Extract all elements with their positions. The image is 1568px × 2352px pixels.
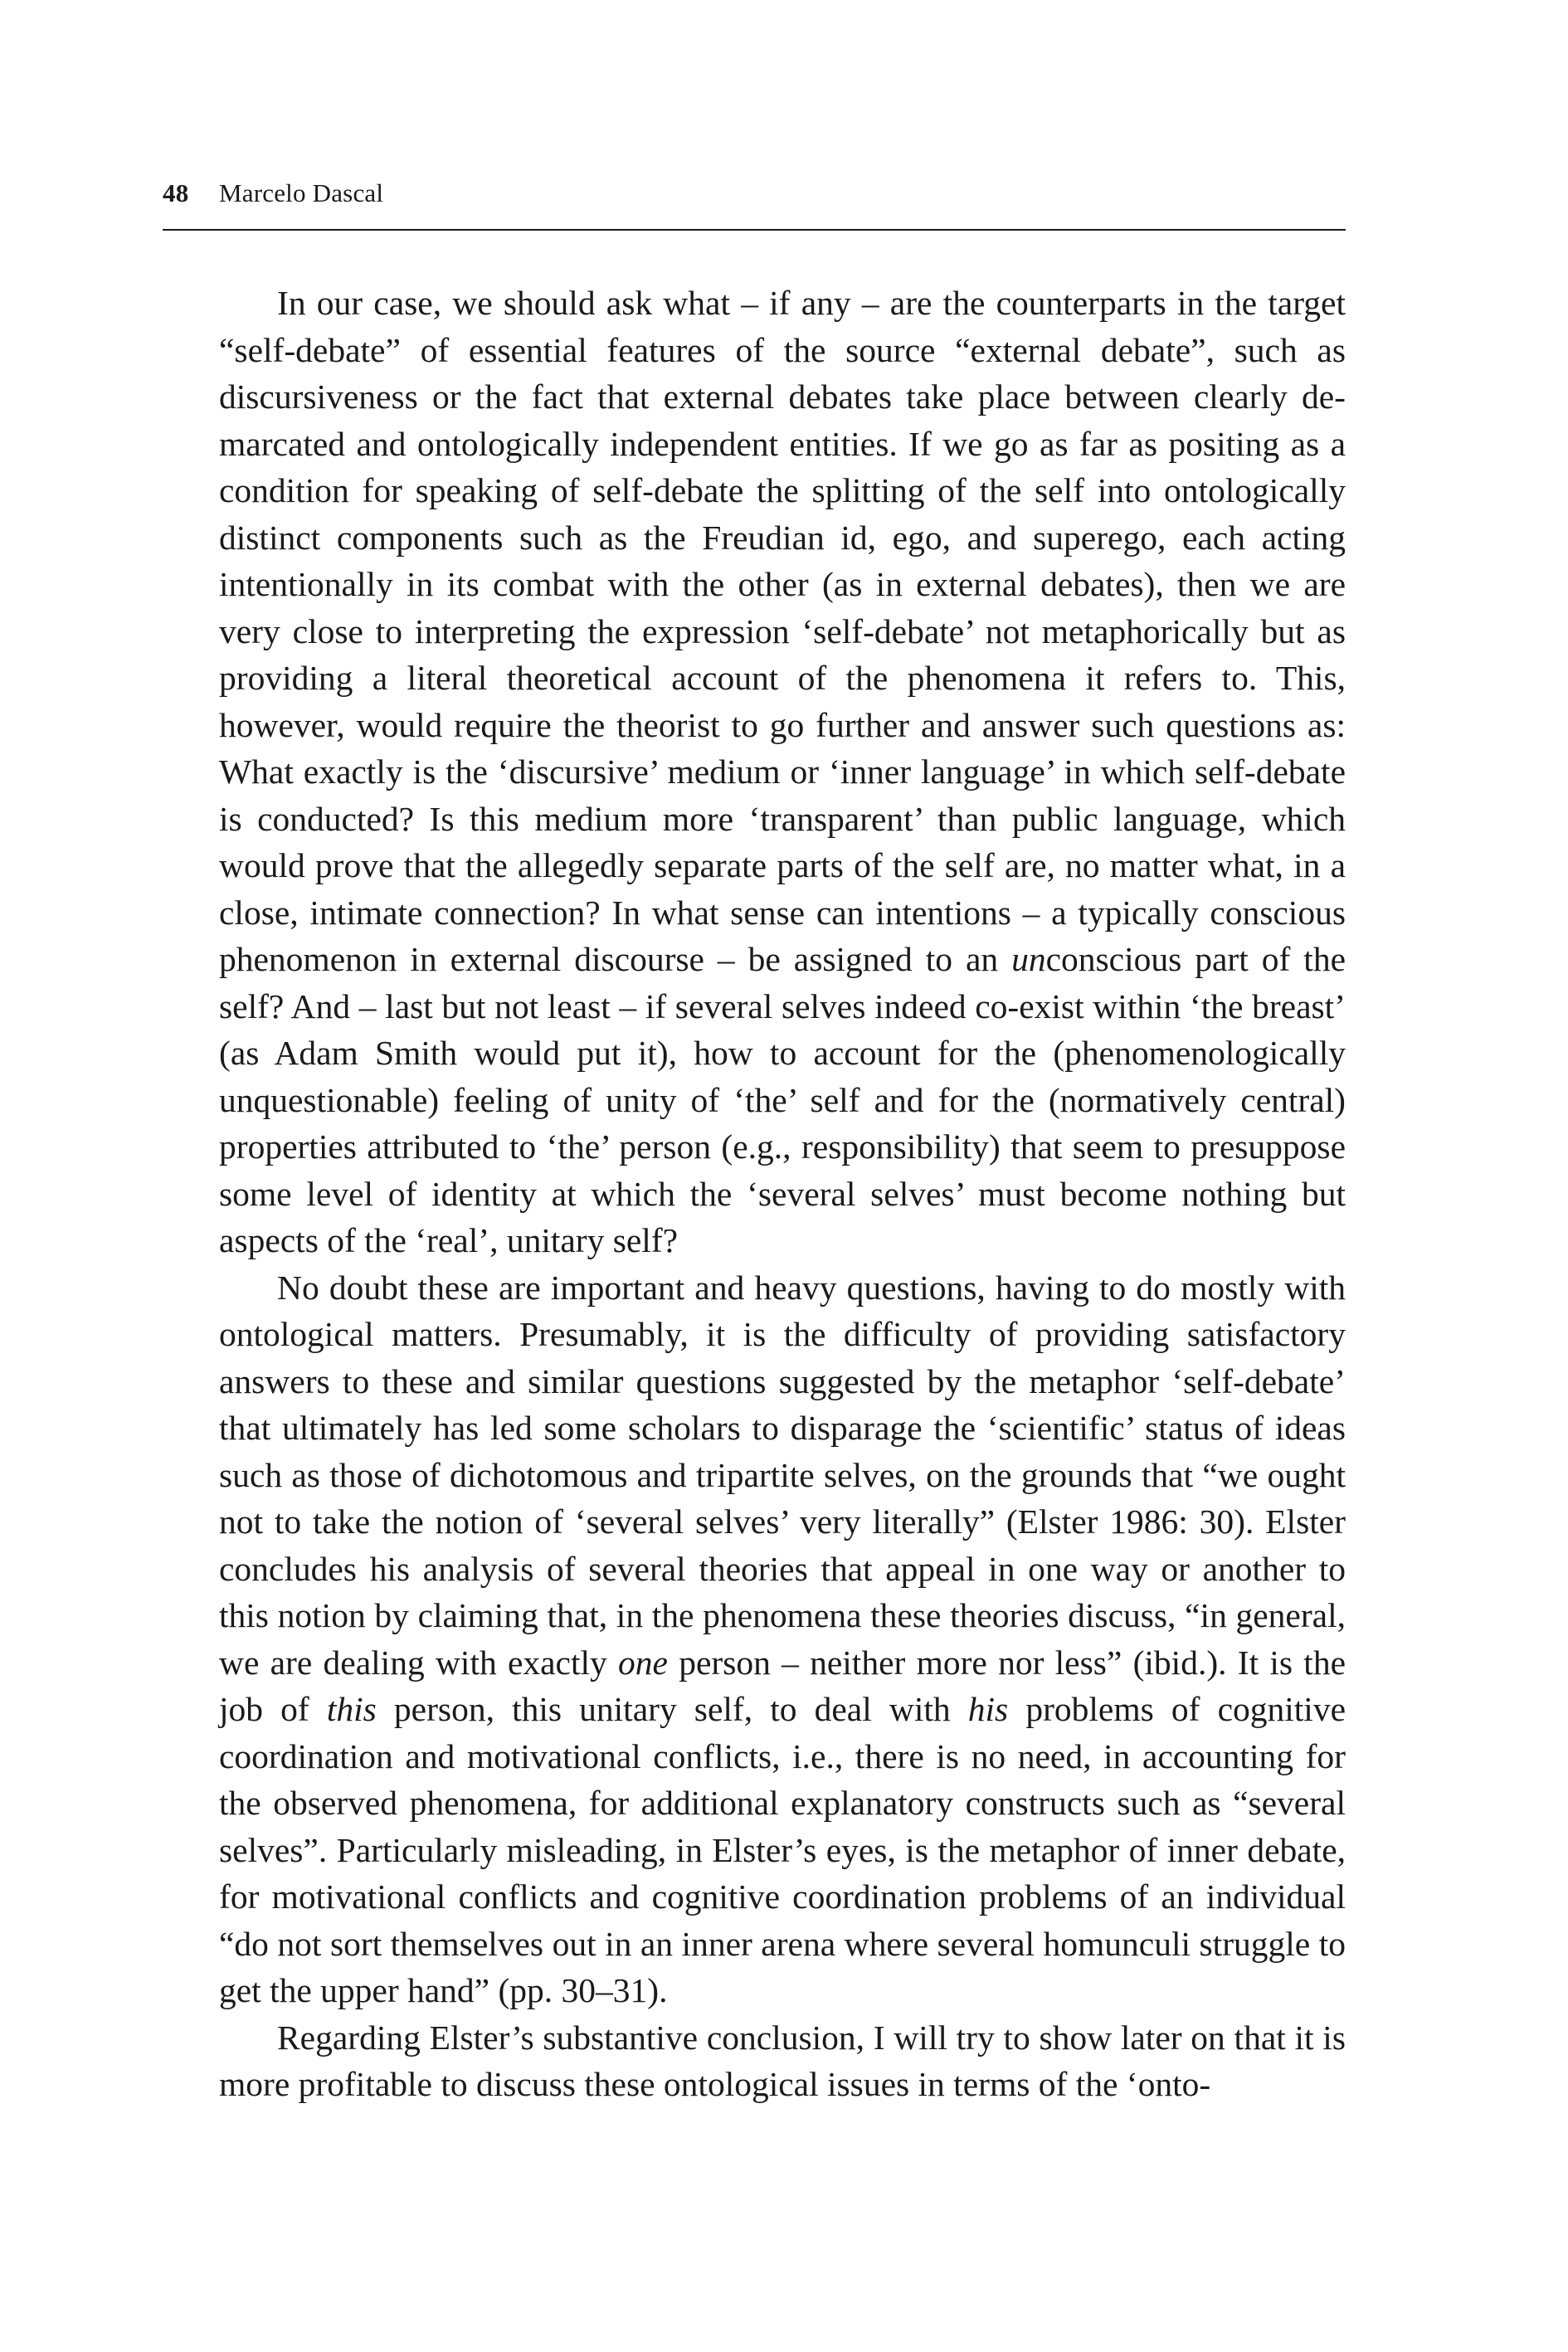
text-segment: Regarding Elster’s substantive conclusion, I will try to show later on that it is more profitable to discuss these ontological issues in terms of the ‘onto-: [219, 2018, 1346, 2103]
text-segment: person, this unitary self, to deal with: [376, 1690, 968, 1728]
text-segment: conscious part of the self? And – last but not least – if several selves indeed co-exist within ‘the breast’ (as Adam Smith would put it), how to account for the (phenomenologically unquestionable) feeling of unity of ‘the’ self and for the (normatively central) properties attributed to ‘the’ person (e.g., responsibility) that seem to presuppose some level of identity at which the ‘several selves’ must become nothing but aspects of the ‘real’, unitary self?: [219, 940, 1346, 1259]
body-text: [219, 280, 1346, 2108]
running-head-author: Marcelo Dascal: [219, 178, 384, 207]
header-rule: [163, 229, 1346, 231]
text-segment: No doubt these are important and heavy questions, having to do mostly with ontological matters. Presumably, it is the difficulty of providing satisfactory answers to these and similar questions suggested by the metaphor ‘self-debate’ that ultimately has led some scholars to disparage the ‘scientific’ status of ideas such as those of dichotomous and tripartite selves, on the grounds that “we ought not to take the notion of ‘several selves’ very literally” (Elster 1986: 30). Elster concludes his analysis of several theories that appeal in one way or another to this notion by claiming that, in the phenomena these theories discuss, “in general, we are dealing with exactly: [219, 1268, 1346, 1682]
paragraph-elster-several-selves: [219, 1264, 1346, 2014]
text-segment: In our case, we should ask what – if any – are the counterparts in the target “self-debate” of essential features of the source “external debate”, such as discursiveness or the fact that external debates take place between clearly demarcated and ontologically independent entities. If we go as far as positing as a condition for speaking of self-debate the splitting of the self into ontologically distinct components such as the Freudian id, ego, and superego, each acting intentionally in its combat with the other (as in external debates), then we are very close to interpreting the expression ‘self-debate’ not metaphorically but as providing a literal theoretical account of the phenomena it refers to. This, however, would require the theorist to go further and answer such questions as: What exactly is the ‘discursive’ medium or ‘inner language’ in which self-debate is conducted? Is this medium more ‘transparent’ than public language, which would prove that the allegedly separate parts of the self are, no matter what, in a close, intimate connection? In what sense can intentions – a typically conscious phenomenon in external discourse – be assigned to an: [219, 284, 1346, 978]
italic-segment: his: [967, 1690, 1009, 1728]
italic-segment: un: [1011, 940, 1046, 978]
italic-segment: this: [326, 1690, 377, 1728]
paragraph-self-debate-counterparts: [219, 280, 1346, 1264]
running-head: [163, 178, 1346, 228]
text-segment: problems of cognitive coordination and motivational conflicts, i.e., there is no need, in accounting for the observed phenomena, for additional explanatory constructs such as “several selves”. Particularly misleading, in Elster’s eyes, is the metaphor of inner debate, for motivational conflicts and cognitive coordination problems of an individual “do not sort themselves out in an inner arena where several homunculi struggle to get the upper hand” (pp. 30–31).: [219, 1690, 1346, 2009]
text-segment: person – neither more nor less” (ibid.). It is the job of: [219, 1643, 1346, 1728]
paragraph-elster-conclusion: [219, 2014, 1346, 2108]
italic-segment: one: [618, 1643, 668, 1682]
page-number: 48: [163, 178, 189, 207]
